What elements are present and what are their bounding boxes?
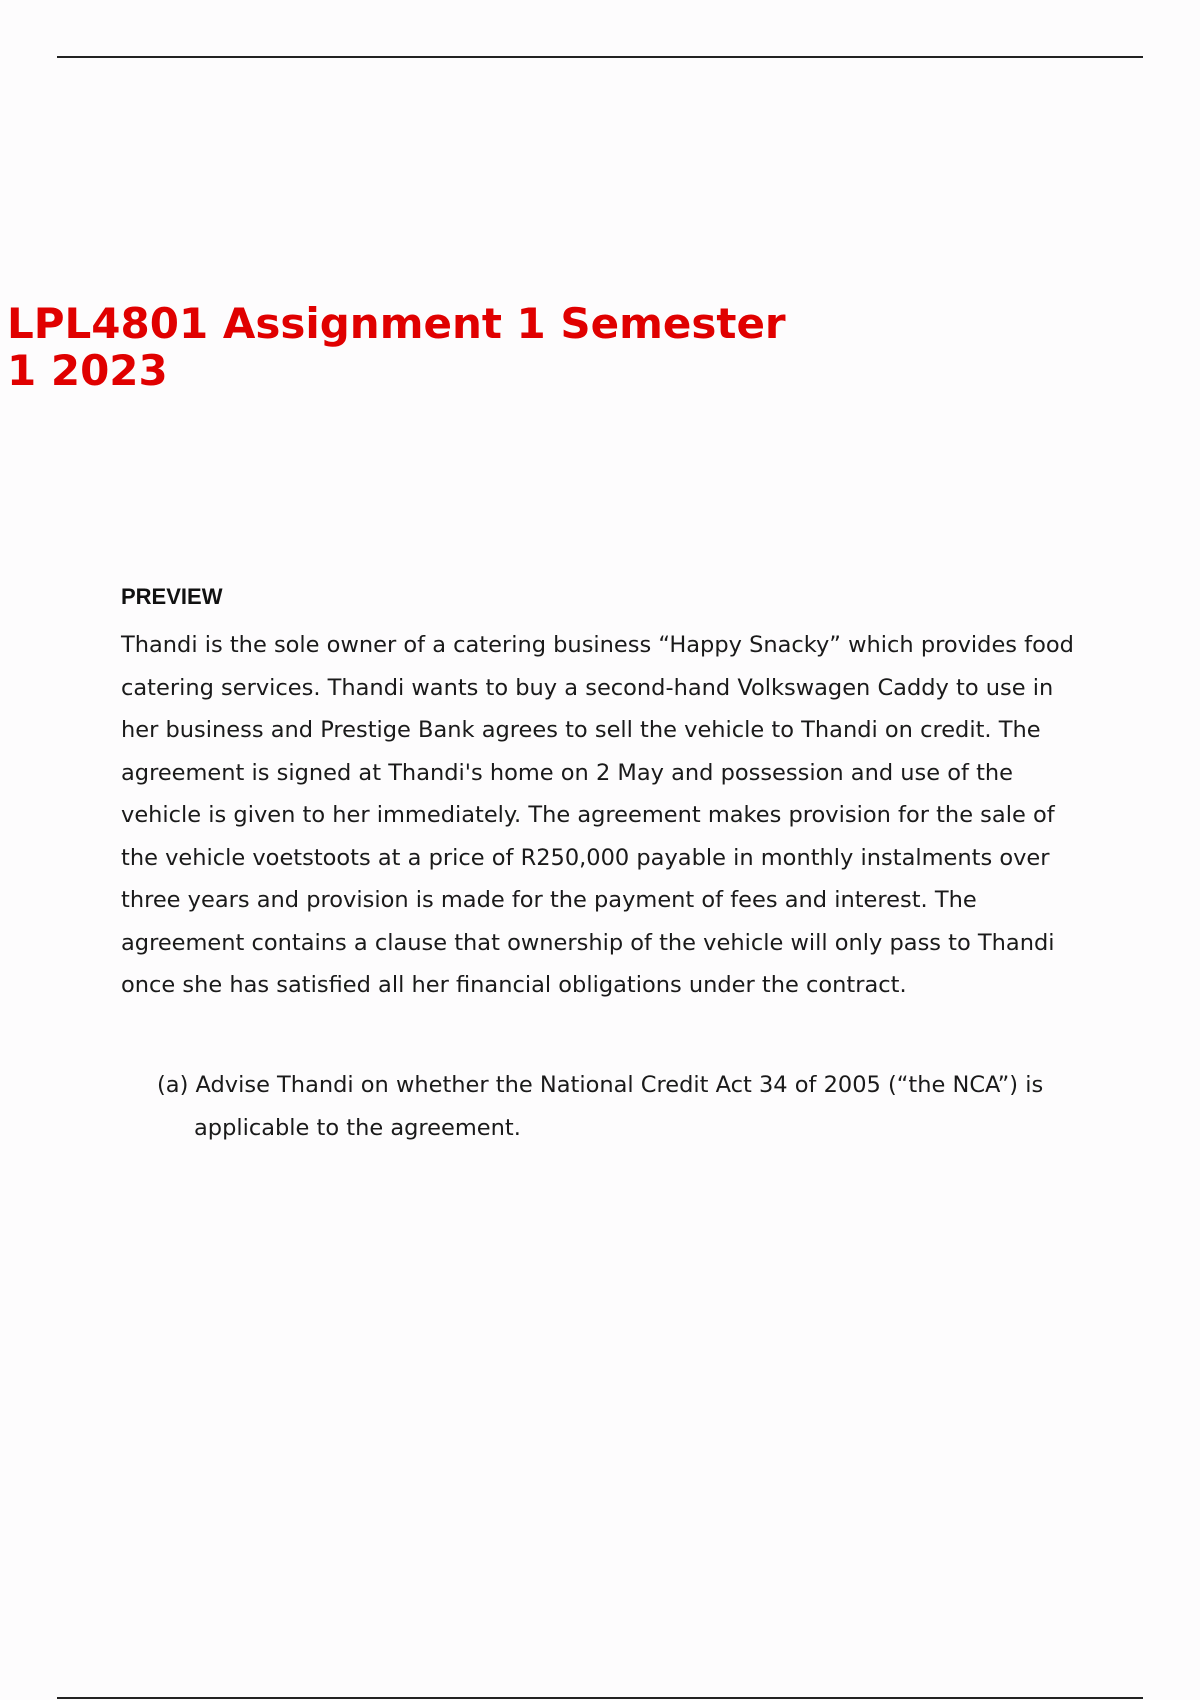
- body-paragraph: Thandi is the sole owner of a catering business “Happy Snacky” which provides food catering services. Thandi wants to buy a second-hand Volkswagen Caddy to use in her business and Prestige Bank agrees to sell the vehicle to Thandi on credit. The agreement is signed at Thandi's home on 2 May and possession and use of the vehicle is given to her immediately. The agreement makes provision for the sale of the vehicle voetstoots at a price of R250,000 payable in monthly instalments over three years and provision is made for the payment of fees and interest. The agreement contains a clause that ownership of the vehicle will only pass to Thandi once she has satisfied all her financial obligations under the contract.: [121, 632, 1074, 998]
- top-divider: [57, 56, 1143, 58]
- document-title: LPL4801 Assignment 1 Semester 1 2023: [7, 299, 786, 395]
- preview-label: PREVIEW: [121, 584, 223, 609]
- question-a-container: [157, 1064, 1057, 1141]
- bottom-divider: [57, 1697, 1143, 1699]
- question-a: (a) Advise Thandi on whether the National Credit Act 34 of 2005 (“the NCA”) is applicable to the agreement.: [157, 1072, 1044, 1141]
